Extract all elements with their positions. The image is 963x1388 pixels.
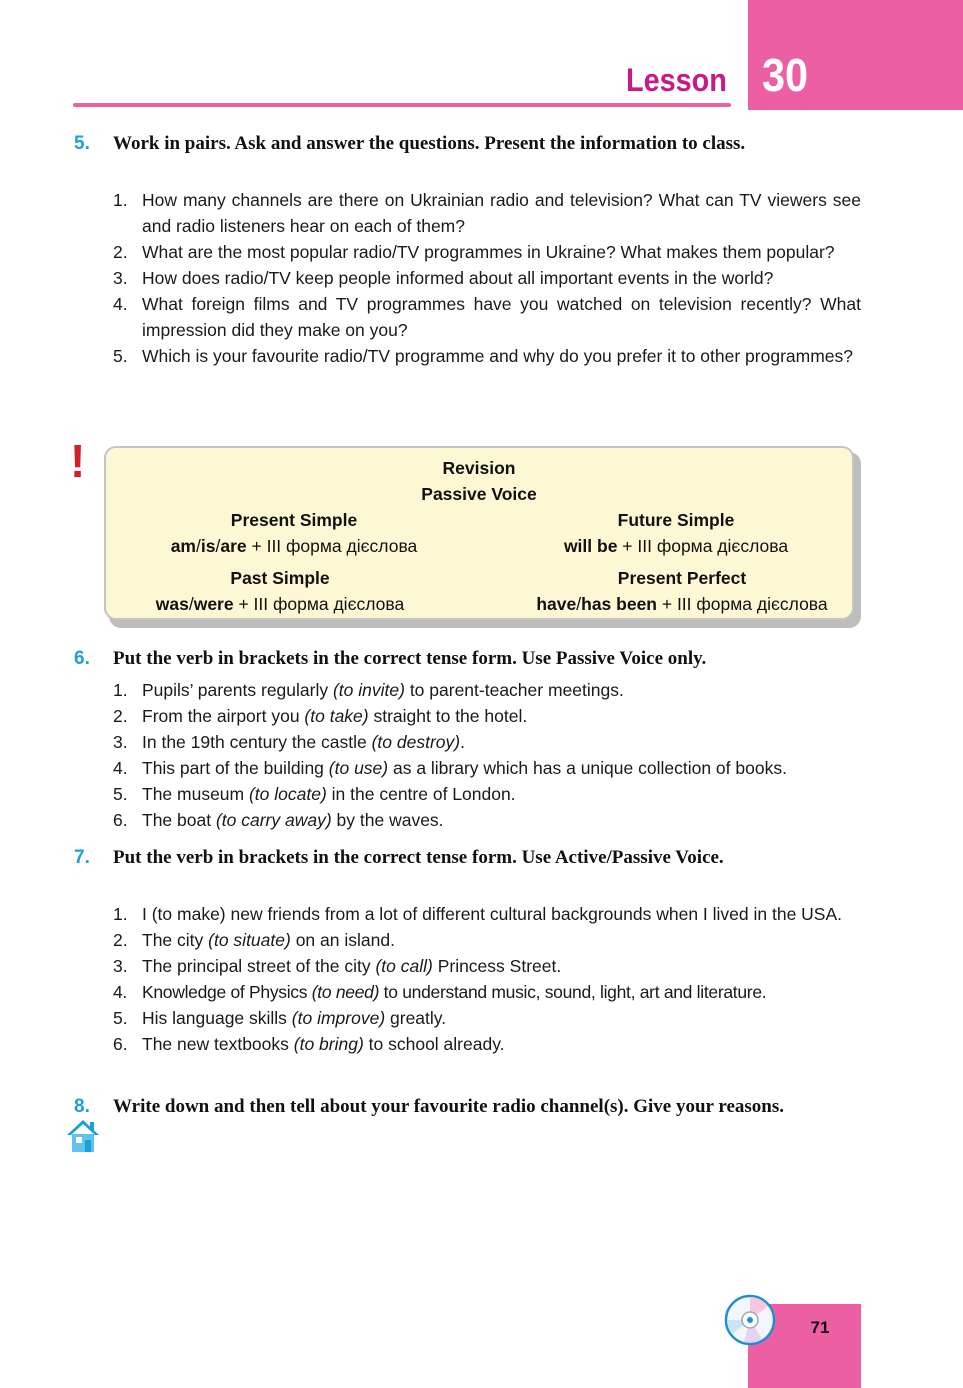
exclamation-icon: ! — [70, 435, 86, 487]
list-item: 5. The museum (to locate) in the centre of London. — [113, 784, 516, 804]
future-simple-rule: will be + III форма дієслова — [563, 536, 789, 556]
present-simple-label: Present Simple — [230, 510, 358, 530]
list-item: 1. I (to make) new friends from a lot of different cultural backgrounds when I lived in the USA. — [113, 904, 843, 924]
list-item: 5. His language skills (to improve) greatly. — [113, 1008, 447, 1028]
exercise-6-heading: Put the verb in brackets in the correct tense form. Use Passive Voice only. — [113, 648, 707, 669]
lesson-label: Lesson — [626, 62, 727, 98]
house-icon — [66, 1118, 100, 1154]
exercise-7-heading: Put the verb in brackets in the correct tense form. Use Active/Passive Voice. — [113, 847, 724, 868]
list-item: 4. What foreign films and TV programmes have you watched on television recently? What impression did they make on you? — [113, 294, 861, 340]
list-item: 4. Knowledge of Physics (to need) to understand music, sound, light, art and literature. — [113, 982, 767, 1002]
past-simple-rule: was/were + III форма дієслова — [155, 594, 405, 614]
exercise-8-number: 8. — [74, 1096, 90, 1117]
page-number: 71 — [810, 1318, 830, 1337]
exercise-7-list — [113, 901, 861, 1057]
list-item: 2. What are the most popular radio/TV programmes in Ukraine? What makes them popular? — [113, 242, 835, 262]
revision-box — [104, 446, 854, 620]
exercise-7-number: 7. — [74, 847, 90, 868]
list-item: 3. The principal street of the city (to call) Princess Street. — [113, 956, 562, 976]
header-rule — [73, 103, 731, 107]
exercise-8-heading: Write down and then tell about your favourite radio channel(s). Give your reasons. — [113, 1096, 785, 1117]
list-item: 5. Which is your favourite radio/TV programme and why do you prefer it to other programmes? — [113, 346, 854, 366]
revision-subtitle: Passive Voice — [421, 484, 537, 504]
list-item: 3. In the 19th century the castle (to destroy). — [113, 732, 465, 752]
list-item: 1. How many channels are there on Ukrainian radio and television? What can TV viewers see and radio listeners hear on each of them? — [113, 190, 861, 236]
exercise-6-number: 6. — [74, 648, 90, 669]
list-item: 6. The boat (to carry away) by the waves. — [113, 810, 444, 830]
revision-title: Revision — [442, 458, 516, 478]
lesson-number: 30 — [762, 49, 809, 101]
list-item: 3. How does radio/TV keep people informed about all important events in the world? — [113, 268, 774, 288]
exercise-5-number: 5. — [74, 133, 90, 154]
present-simple-rule: am/is/are + III форма дієслова — [170, 536, 418, 556]
present-perfect-label: Present Perfect — [617, 568, 747, 588]
list-item: 2. The city (to situate) on an island. — [113, 930, 395, 950]
present-perfect-rule: have/has been + III форма дієслова — [536, 594, 828, 614]
list-item: 6. The new textbooks (to bring) to school already. — [113, 1034, 505, 1054]
cd-disc-icon — [724, 1294, 776, 1346]
past-simple-label: Past Simple — [230, 568, 330, 588]
exercise-6-list — [113, 677, 861, 833]
list-item: 4. This part of the building (to use) as a library which has a unique collection of books. — [113, 758, 787, 778]
exercise-5-list — [113, 187, 861, 369]
future-simple-label: Future Simple — [617, 510, 735, 530]
list-item: 1. Pupils’ parents regularly (to invite) to parent-teacher meetings. — [113, 680, 624, 700]
exercise-5-heading: Work in pairs. Ask and answer the questions. Present the information to class. — [113, 133, 746, 154]
list-item: 2. From the airport you (to take) straight to the hotel. — [113, 706, 528, 726]
